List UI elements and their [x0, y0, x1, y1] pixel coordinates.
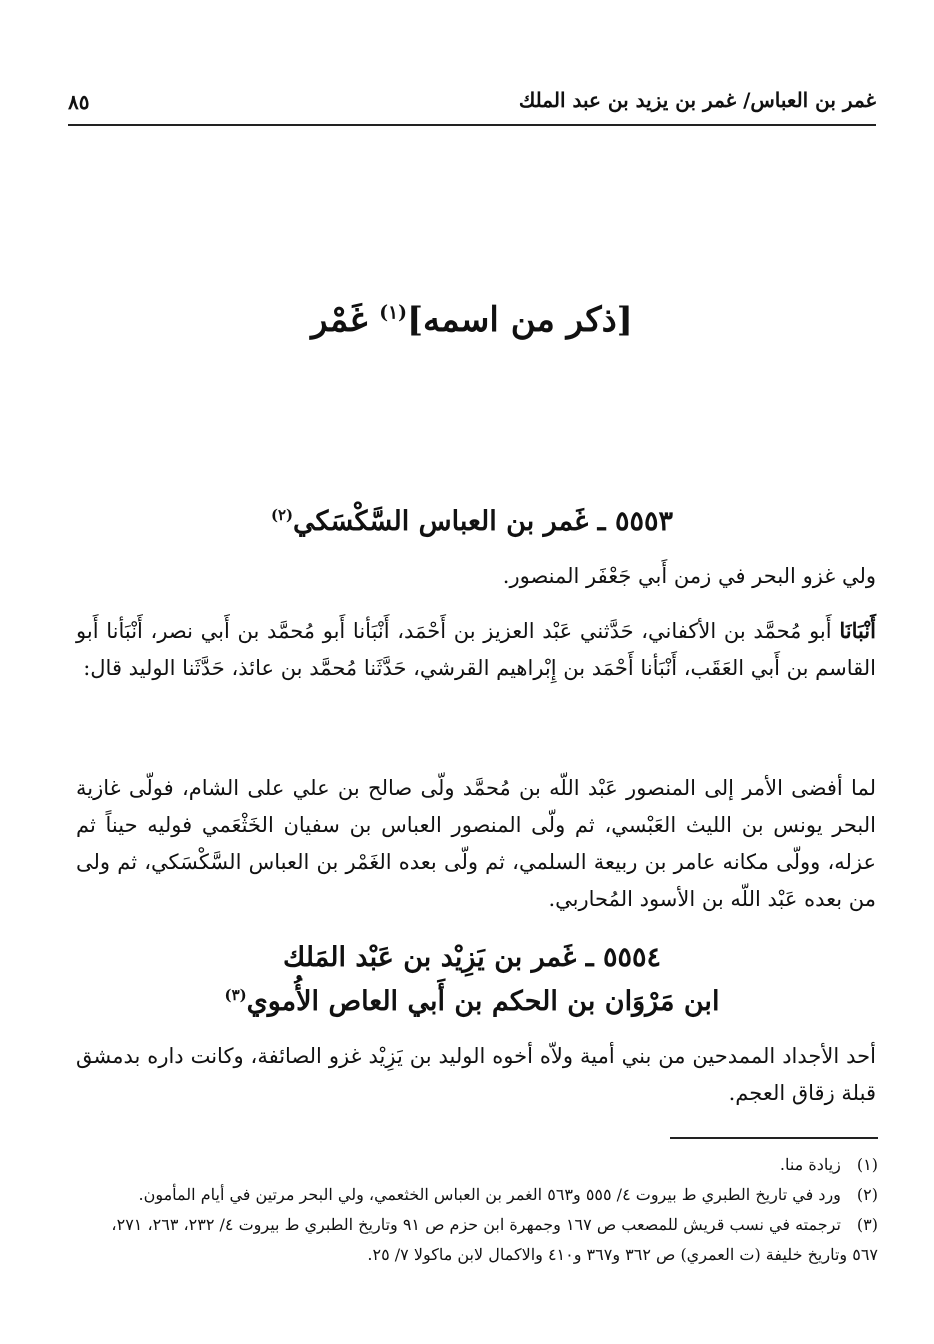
entry-subheading: [68, 986, 876, 1017]
running-header: [68, 84, 876, 126]
footnote-number: (١): [856, 1155, 878, 1174]
footnote-ref: (٣): [224, 986, 247, 1004]
footnote-text: ترجمته في نسب قريش للمصعب ص ١٦٧ وجمهرة ابن حزم ص ٩١ وتاريخ الطبري ط بيروت ٤/ ٢٣٢، ٢٦٣، ٢٧١، ٥٦٧ وتاريخ خليفة (ت العمري) ص ٣٦٢ و٣٦٧ و٤١٠ والاكمال لابن ماكولا ٧/ ٢٥.: [111, 1215, 878, 1264]
paragraph: ولي غزو البحر في زمن أَبي جَعْفَر المنصور.: [502, 564, 876, 588]
footnotes: [100, 1150, 878, 1270]
lead-word: أَنْبَانَا: [839, 618, 876, 643]
section-heading: [68, 300, 876, 340]
footnote-number: (٢): [856, 1185, 878, 1204]
entry-heading: [68, 506, 876, 537]
isnad-text: أَبو مُحمَّد بن الأكفاني، حَدَّثني عَبْد العزيز بن أَحْمَد، أَنْبَأنا أَبو مُحمَّد بن أَبي نصر، أَنْبَأنا أَبو القاسم بن أَبي العَقَب، أَنْبَأنا أَحْمَد بن إِبْراهيم القرشي، حَدَّثَنا مُحمَّد بن عائذ، حَدَّثَنا الوليد قال:: [76, 619, 876, 680]
entry-heading: ٥٥٥٤ ـ غَمر بن يَزِيْد بن عَبْد المَلك: [282, 942, 662, 973]
paragraph: [76, 612, 876, 687]
footnote-number: (٣): [856, 1215, 878, 1234]
footnote-text: زيادة منا.: [779, 1155, 841, 1174]
section-title-name: غَمْر: [311, 300, 368, 340]
paragraph: لما أفضى الأمر إلى المنصور عَبْد اللّه بن مُحمَّد ولّى صالح بن علي على الشام، فولّى غازية البحر يونس بن الليث العَبْسي، ثم ولّى المنصور العباس بن سفيان الخَثْعَمي فوليه حيناً ثم عزله، وولّى مكانه عامر بن ربيعة السلمي، ثم ولّى بعده الغَمْر بن العباس السَّكْسَكي، ثم ولى من بعده عَبْد اللّه بن الأسود المُحاربي.: [76, 776, 876, 911]
paragraph: أحد الأجداد الممدحين من بني أمية ولاّه أخوه الوليد بن يَزِيْد غزو الصائفة، وكانت داره بدمشق قبلة زقاق العجم.: [76, 1044, 876, 1105]
entry-subtitle: ابن مَرْوَان بن الحكم بن أَبي العاص الأُموي: [246, 986, 720, 1017]
page-number: ٨٥: [68, 90, 90, 114]
footnote-text: ورد في تاريخ الطبري ط بيروت ٤/ ٥٥٥ و٥٦٣ الغمر بن العباس الخثعمي، ولي البحر مرتين في أيام المأمون.: [138, 1185, 841, 1204]
running-title: غمر بن العباس/ غمر بن يزيد بن عبد الملك: [518, 88, 876, 112]
footnote-divider: [670, 1137, 878, 1139]
footnote-ref: (٢): [271, 506, 294, 524]
footnote: [100, 1210, 878, 1270]
footnote-ref: (١): [379, 301, 407, 324]
entry-title: ٥٥٥٣ ـ غَمر بن العباس السَّكْسَكي: [293, 506, 673, 537]
footnote: [100, 1180, 878, 1210]
footnote: [100, 1150, 878, 1180]
section-title: [ذكر من اسمه]: [406, 300, 633, 340]
